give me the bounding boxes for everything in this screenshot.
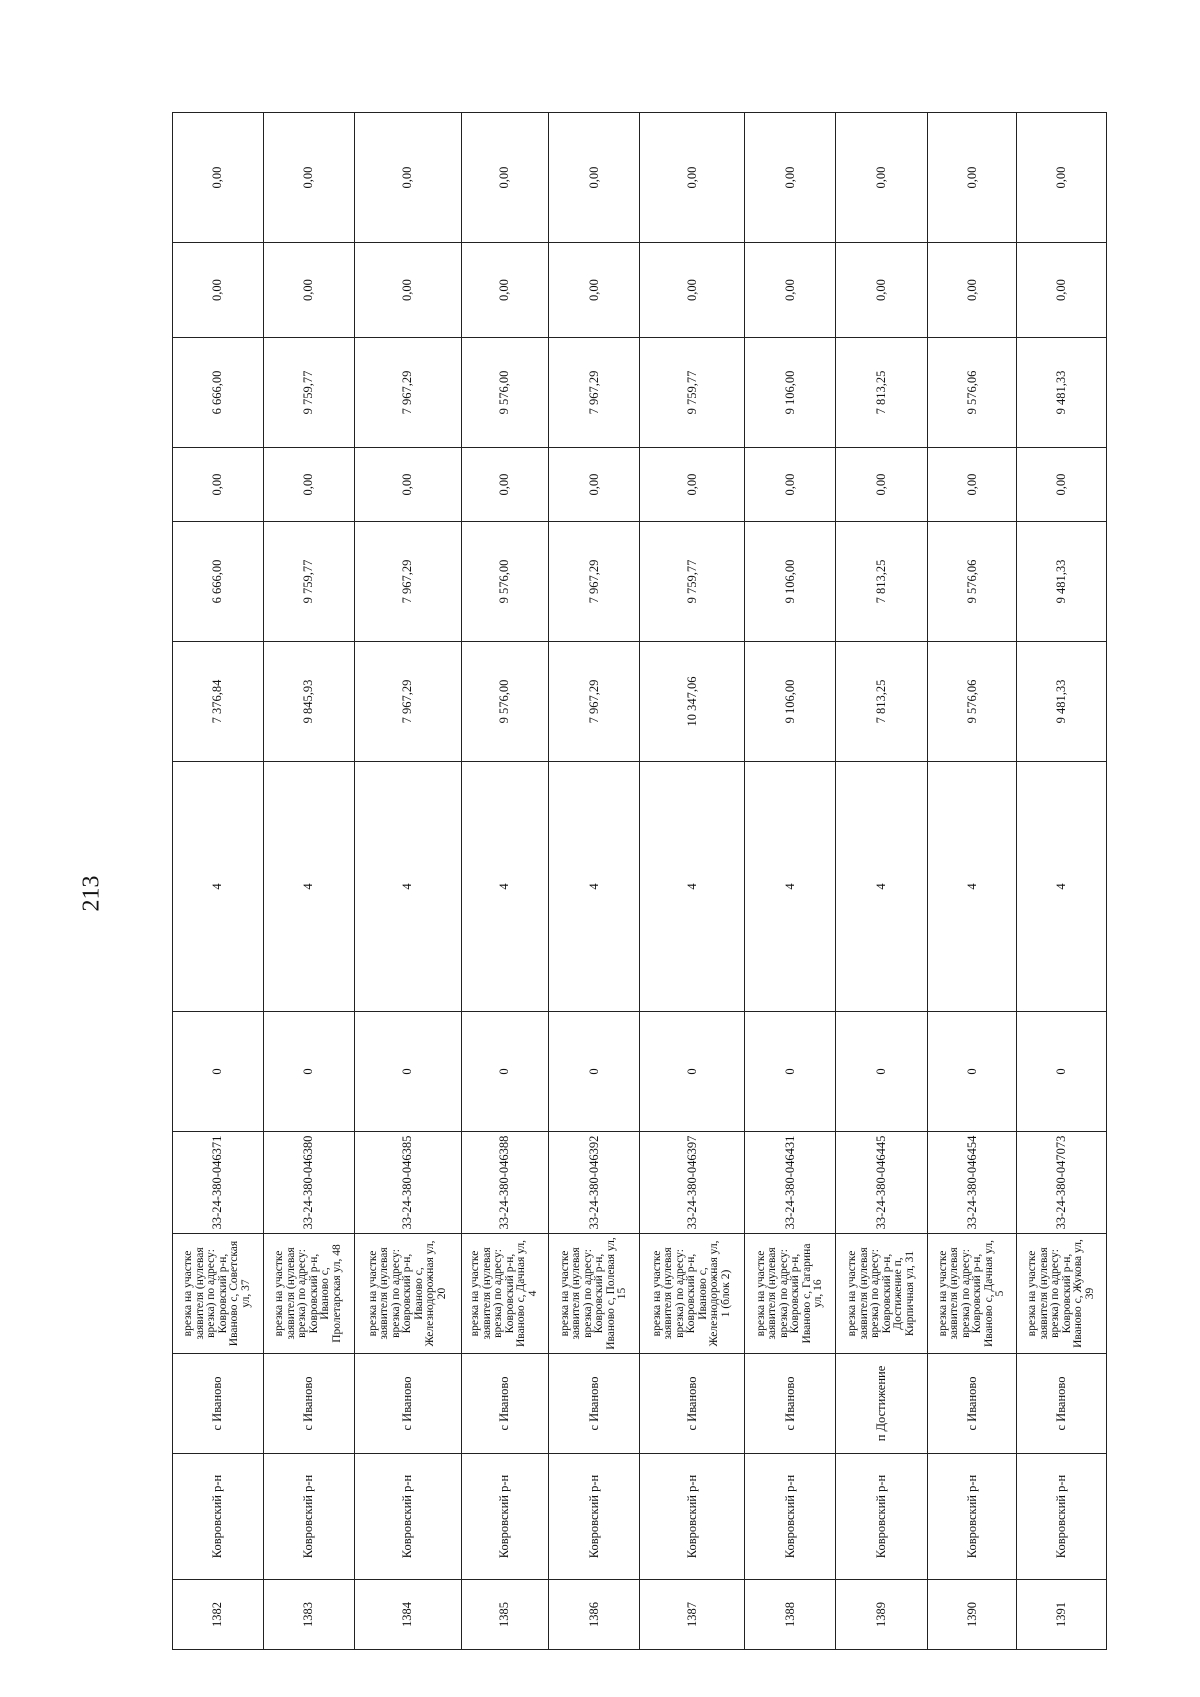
cell-9: 9 759,77 bbox=[263, 522, 355, 642]
cell-12: 0,00 bbox=[461, 243, 548, 338]
row-number: 1384 bbox=[355, 1580, 461, 1650]
cell-13: 0,00 bbox=[640, 113, 744, 243]
description-cell: врезка на участке заявителя (нулевая врезка) по адресу: Ковровский р-н, Иваново с, Пролетарская ул, 48 bbox=[263, 1234, 355, 1354]
cell-10: 0,00 bbox=[744, 448, 836, 522]
cadastral-cell: 33-24-380-046392 bbox=[548, 1132, 640, 1234]
district-cell: Ковровский р-н bbox=[744, 1454, 836, 1580]
description-cell: врезка на участке заявителя (нулевая врезка) по адресу: Ковровский р-н, Иваново с, Жукова ул, 39 bbox=[1017, 1234, 1107, 1354]
cell-13: 0,00 bbox=[263, 113, 355, 243]
cell-8: 7 376,84 bbox=[173, 642, 264, 762]
cell-9: 9 759,77 bbox=[640, 522, 744, 642]
cell-10: 0,00 bbox=[640, 448, 744, 522]
district-cell: Ковровский р-н bbox=[461, 1454, 548, 1580]
cell-9: 7 813,25 bbox=[836, 522, 928, 642]
cell-11: 9 759,77 bbox=[640, 338, 744, 448]
cell-13: 0,00 bbox=[173, 113, 264, 243]
cell-11: 6 666,00 bbox=[173, 338, 264, 448]
district-cell: Ковровский р-н bbox=[173, 1454, 264, 1580]
cell-10: 0,00 bbox=[263, 448, 355, 522]
cell-10: 0,00 bbox=[1017, 448, 1107, 522]
table-row bbox=[263, 113, 355, 1650]
description-cell: врезка на участке заявителя (нулевая врезка) по адресу: Ковровский р-н, Иваново с, Полевая ул, 15 bbox=[548, 1234, 640, 1354]
cell-12: 0,00 bbox=[263, 243, 355, 338]
row-number: 1383 bbox=[263, 1580, 355, 1650]
cell-13: 0,00 bbox=[744, 113, 836, 243]
cell-12: 0,00 bbox=[836, 243, 928, 338]
table-row bbox=[355, 113, 461, 1650]
cell-12: 0,00 bbox=[355, 243, 461, 338]
table-row bbox=[1017, 113, 1107, 1650]
locality-cell: с Иваново bbox=[263, 1354, 355, 1454]
cadastral-cell: 33-24-380-046445 bbox=[836, 1132, 928, 1234]
locality-cell: с Иваново bbox=[744, 1354, 836, 1454]
cell-6: 0 bbox=[836, 1012, 928, 1132]
row-number: 1385 bbox=[461, 1580, 548, 1650]
description-cell: врезка на участке заявителя (нулевая врезка) по адресу: Ковровский р-н, Иваново с, Дачная ул, 5 bbox=[928, 1234, 1017, 1354]
cell-7: 4 bbox=[640, 762, 744, 1012]
cell-6: 0 bbox=[1017, 1012, 1107, 1132]
district-cell: Ковровский р-н bbox=[548, 1454, 640, 1580]
row-number: 1390 bbox=[928, 1580, 1017, 1650]
table-row bbox=[836, 113, 928, 1650]
row-number: 1387 bbox=[640, 1580, 744, 1650]
cell-7: 4 bbox=[1017, 762, 1107, 1012]
locality-cell: с Иваново bbox=[640, 1354, 744, 1454]
cell-6: 0 bbox=[548, 1012, 640, 1132]
cell-7: 4 bbox=[744, 762, 836, 1012]
cell-7: 4 bbox=[263, 762, 355, 1012]
cell-6: 0 bbox=[640, 1012, 744, 1132]
cell-12: 0,00 bbox=[1017, 243, 1107, 338]
cell-11: 9 576,00 bbox=[461, 338, 548, 448]
cell-12: 0,00 bbox=[548, 243, 640, 338]
cell-7: 4 bbox=[836, 762, 928, 1012]
cell-8: 9 106,00 bbox=[744, 642, 836, 762]
cadastral-cell: 33-24-380-046397 bbox=[640, 1132, 744, 1234]
description-cell: врезка на участке заявителя (нулевая врезка) по адресу: Ковровский р-н, Достижение п, Кирпичная ул, 31 bbox=[836, 1234, 928, 1354]
cell-11: 9 759,77 bbox=[263, 338, 355, 448]
rotated-table-wrapper bbox=[172, 113, 1107, 1650]
cell-10: 0,00 bbox=[173, 448, 264, 522]
data-table bbox=[172, 112, 1107, 1650]
cell-7: 4 bbox=[548, 762, 640, 1012]
locality-cell: с Иваново bbox=[355, 1354, 461, 1454]
table-row bbox=[640, 113, 744, 1650]
cell-8: 7 813,25 bbox=[836, 642, 928, 762]
cell-11: 7 967,29 bbox=[355, 338, 461, 448]
locality-cell: с Иваново bbox=[173, 1354, 264, 1454]
cell-10: 0,00 bbox=[548, 448, 640, 522]
locality-cell: с Иваново bbox=[548, 1354, 640, 1454]
cell-10: 0,00 bbox=[461, 448, 548, 522]
cell-8: 7 967,29 bbox=[355, 642, 461, 762]
cell-12: 0,00 bbox=[744, 243, 836, 338]
cell-10: 0,00 bbox=[928, 448, 1017, 522]
locality-cell: с Иваново bbox=[461, 1354, 548, 1454]
locality-cell: с Иваново bbox=[1017, 1354, 1107, 1454]
cell-9: 9 576,06 bbox=[928, 522, 1017, 642]
cell-10: 0,00 bbox=[355, 448, 461, 522]
cell-13: 0,00 bbox=[836, 113, 928, 243]
cell-6: 0 bbox=[744, 1012, 836, 1132]
cell-10: 0,00 bbox=[836, 448, 928, 522]
cell-7: 4 bbox=[928, 762, 1017, 1012]
table-body bbox=[173, 113, 1107, 1650]
district-cell: Ковровский р-н bbox=[355, 1454, 461, 1580]
cell-13: 0,00 bbox=[1017, 113, 1107, 243]
cell-7: 4 bbox=[461, 762, 548, 1012]
cell-9: 7 967,29 bbox=[355, 522, 461, 642]
description-cell: врезка на участке заявителя (нулевая врезка) по адресу: Ковровский р-н, Иваново с, Дачная ул, 4 bbox=[461, 1234, 548, 1354]
cell-9: 9 481,33 bbox=[1017, 522, 1107, 642]
row-number: 1382 bbox=[173, 1580, 264, 1650]
description-cell: врезка на участке заявителя (нулевая врезка) по адресу: Ковровский р-н, Иваново с, Железнодорожная ул, 1 (блок 2) bbox=[640, 1234, 744, 1354]
cadastral-cell: 33-24-380-046454 bbox=[928, 1132, 1017, 1234]
cell-8: 7 967,29 bbox=[548, 642, 640, 762]
cell-6: 0 bbox=[355, 1012, 461, 1132]
cell-7: 4 bbox=[173, 762, 264, 1012]
cadastral-cell: 33-24-380-047073 bbox=[1017, 1132, 1107, 1234]
cell-6: 0 bbox=[173, 1012, 264, 1132]
cadastral-cell: 33-24-380-046380 bbox=[263, 1132, 355, 1234]
cell-6: 0 bbox=[263, 1012, 355, 1132]
cell-6: 0 bbox=[928, 1012, 1017, 1132]
row-number: 1388 bbox=[744, 1580, 836, 1650]
cell-8: 10 347,06 bbox=[640, 642, 744, 762]
cell-12: 0,00 bbox=[928, 243, 1017, 338]
cell-12: 0,00 bbox=[640, 243, 744, 338]
row-number: 1386 bbox=[548, 1580, 640, 1650]
table-row bbox=[173, 113, 264, 1650]
cell-9: 6 666,00 bbox=[173, 522, 264, 642]
cell-11: 9 106,00 bbox=[744, 338, 836, 448]
row-number: 1389 bbox=[836, 1580, 928, 1650]
cell-11: 7 813,25 bbox=[836, 338, 928, 448]
cell-9: 7 967,29 bbox=[548, 522, 640, 642]
cadastral-cell: 33-24-380-046371 bbox=[173, 1132, 264, 1234]
cadastral-cell: 33-24-380-046388 bbox=[461, 1132, 548, 1234]
cell-13: 0,00 bbox=[461, 113, 548, 243]
table-row bbox=[928, 113, 1017, 1650]
cell-8: 9 481,33 bbox=[1017, 642, 1107, 762]
cadastral-cell: 33-24-380-046385 bbox=[355, 1132, 461, 1234]
cell-11: 9 481,33 bbox=[1017, 338, 1107, 448]
page-number: 213 bbox=[78, 875, 105, 912]
district-cell: Ковровский р-н bbox=[1017, 1454, 1107, 1580]
cell-7: 4 bbox=[355, 762, 461, 1012]
cell-6: 0 bbox=[461, 1012, 548, 1132]
cell-12: 0,00 bbox=[173, 243, 264, 338]
cell-8: 9 845,93 bbox=[263, 642, 355, 762]
cell-13: 0,00 bbox=[548, 113, 640, 243]
row-number: 1391 bbox=[1017, 1580, 1107, 1650]
cell-11: 7 967,29 bbox=[548, 338, 640, 448]
table-row bbox=[548, 113, 640, 1650]
table-row bbox=[744, 113, 836, 1650]
district-cell: Ковровский р-н bbox=[263, 1454, 355, 1580]
cadastral-cell: 33-24-380-046431 bbox=[744, 1132, 836, 1234]
cell-9: 9 576,00 bbox=[461, 522, 548, 642]
cell-9: 9 106,00 bbox=[744, 522, 836, 642]
locality-cell: п Достижение bbox=[836, 1354, 928, 1454]
district-cell: Ковровский р-н bbox=[928, 1454, 1017, 1580]
description-cell: врезка на участке заявителя (нулевая врезка) по адресу: Ковровский р-н, Иваново с, Советская ул, 37 bbox=[173, 1234, 264, 1354]
cell-11: 9 576,06 bbox=[928, 338, 1017, 448]
table-area bbox=[172, 113, 1107, 1650]
cell-13: 0,00 bbox=[928, 113, 1017, 243]
district-cell: Ковровский р-н bbox=[640, 1454, 744, 1580]
description-cell: врезка на участке заявителя (нулевая врезка) по адресу: Ковровский р-н, Иваново с, Гагарина ул, 16 bbox=[744, 1234, 836, 1354]
cell-13: 0,00 bbox=[355, 113, 461, 243]
description-cell: врезка на участке заявителя (нулевая врезка) по адресу: Ковровский р-н, Иваново с, Железнодорожная ул, 20 bbox=[355, 1234, 461, 1354]
locality-cell: с Иваново bbox=[928, 1354, 1017, 1454]
cell-8: 9 576,06 bbox=[928, 642, 1017, 762]
district-cell: Ковровский р-н bbox=[836, 1454, 928, 1580]
table-row bbox=[461, 113, 548, 1650]
cell-8: 9 576,00 bbox=[461, 642, 548, 762]
